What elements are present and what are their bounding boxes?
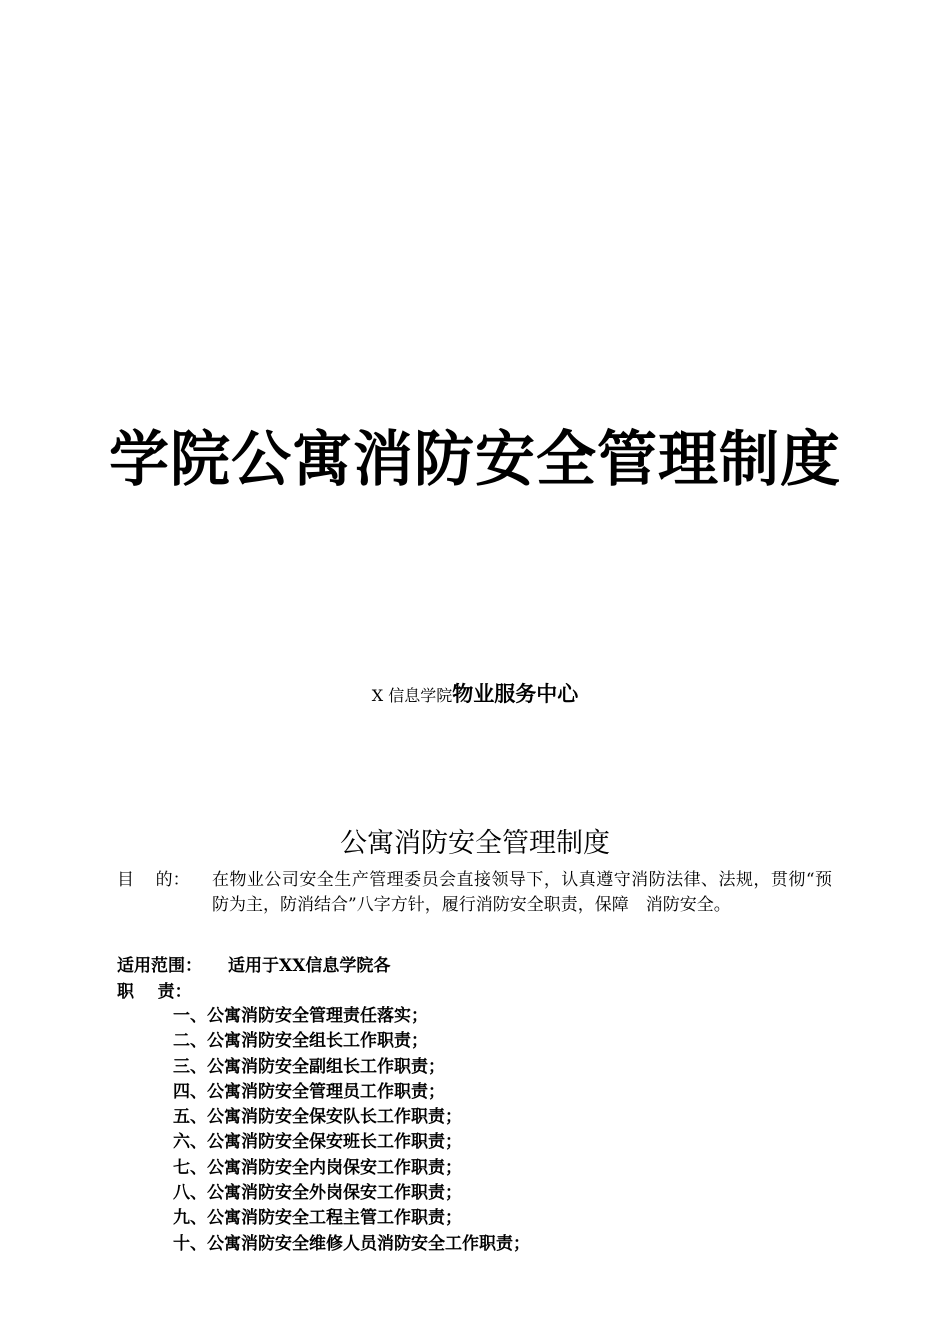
duty-item: 八、公寓消防安全外岗保安工作职责； — [173, 1183, 462, 1204]
purpose-text: 在物业公司安全生产管理委员会直接领导下，认真遵守消防法律、法规，贯彻“预防为主，防消结合”八字方针，履行消防安全职责，保障 消防安全。 — [212, 870, 832, 915]
duty-item: 六、公寓消防安全保安班长工作职责； — [173, 1132, 462, 1153]
duty-item: 二、公寓消防安全组长工作职责； — [173, 1031, 428, 1052]
duty-item: 九、公寓消防安全工程主管工作职责； — [173, 1208, 462, 1229]
organization-name — [0, 680, 950, 710]
duties-label: 职 责： — [117, 982, 192, 1002]
scope-text: 适用于XX信息学院各 — [228, 956, 391, 976]
duty-item: 五、公寓消防安全保安队长工作职责； — [173, 1107, 462, 1128]
duty-item: 十、公寓消防安全维修人员消防安全工作职责； — [173, 1233, 530, 1254]
duties-list — [173, 1004, 530, 1257]
organization-prefix: X 信息学院 — [371, 686, 453, 705]
document-title: 公寓消防安全管理制度 — [340, 828, 610, 859]
cover-title: 学院公寓消防安全管理制度 — [109, 425, 841, 495]
organization-department: 物业服务中心 — [452, 681, 579, 706]
duty-item: 七、公寓消防安全内岗保安工作职责； — [173, 1157, 462, 1178]
purpose-label: 目 的： — [117, 870, 190, 890]
duty-item: 三、公寓消防安全副组长工作职责； — [173, 1056, 445, 1077]
scope-label: 适用范围： — [117, 956, 202, 976]
duty-item: 一、公寓消防安全管理责任落实； — [173, 1006, 428, 1026]
duty-item: 四、公寓消防安全管理员工作职责； — [173, 1081, 445, 1102]
scope-line — [117, 954, 390, 979]
